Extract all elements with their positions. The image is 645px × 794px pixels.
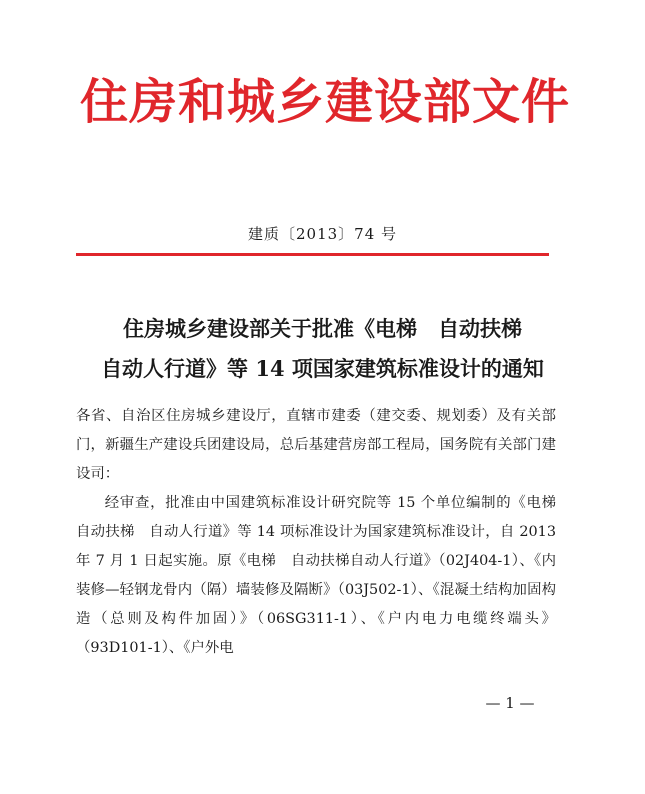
document-number: 建质〔2013〕74 号: [247, 225, 398, 243]
body-paragraph-1: 经审查，批准由中国建筑标准设计研究院等 15 个单位编制的《电梯 自动扶梯 自动人行道》等 14 项标准设计为国家建筑标准设计，自 2013 年 7 月 1 日起实施。原《电梯 自动扶梯自动人行道》（02J404-1）、《内装修—轻钢龙骨内（隔）墙装修及隔断》（03J502-1）、《混凝土结构加固构造（总则及构件加固）》（06SG311-1）、《户内电力电缆终端头》（93D101-1）、《户外电: [76, 495, 571, 656]
issuer-header-title: 住房和城乡建设部文件: [80, 74, 571, 130]
notice-body: [76, 402, 571, 663]
notice-title-line-2: 自动人行道》等 14 项国家建筑标准设计的通知: [101, 356, 544, 381]
addressee-paragraph: 各省、自治区住房城乡建设厅，直辖市建委（建交委、规划委）及有关部门，新疆生产建设兵团建设局，总后基建营房部工程局，国务院有关部门建设司：: [76, 408, 556, 482]
notice-title: [60, 309, 585, 389]
red-divider-line: [76, 253, 549, 256]
notice-title-line-1: 住房城乡建设部关于批准《电梯 自动扶梯: [123, 316, 522, 341]
page-number: — 1 —: [485, 694, 535, 712]
